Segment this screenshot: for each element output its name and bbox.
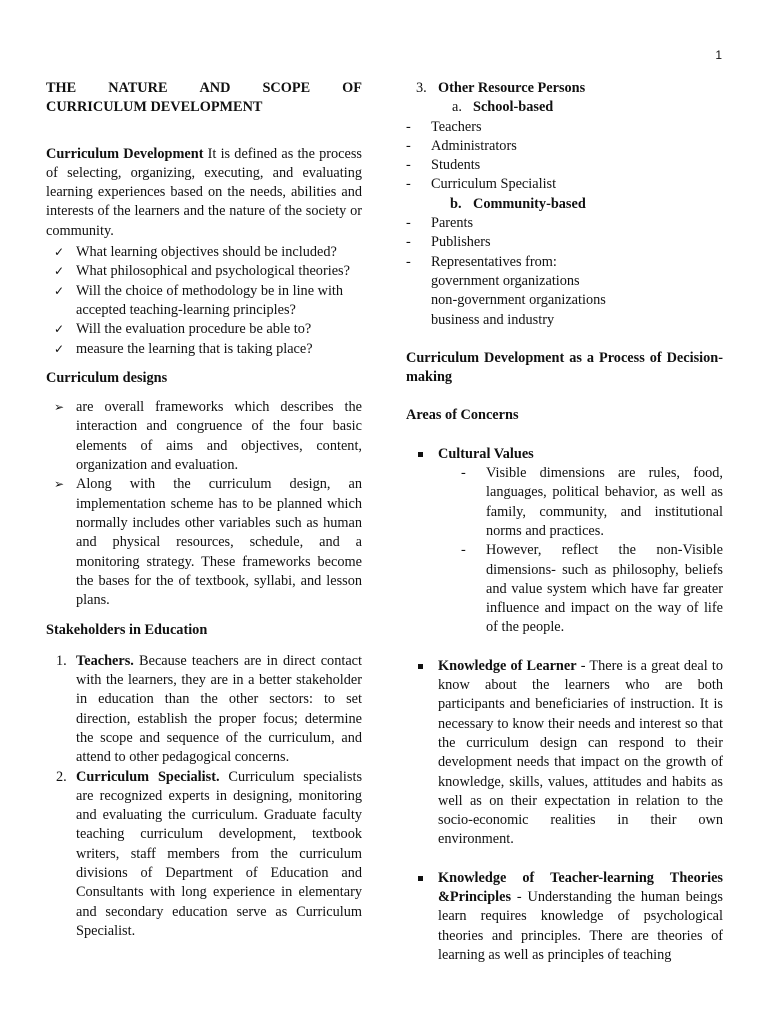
definition-paragraph: [46, 145, 362, 241]
school-based-list: [406, 118, 723, 195]
list-item-text: Will the choice of methodology be in line with accepted teaching-learning principles?: [76, 282, 344, 318]
title-word: SCOPE: [262, 80, 311, 96]
question-checklist: [46, 243, 362, 359]
document-title: [46, 79, 362, 118]
list-item: [46, 768, 362, 942]
stakeholder-term: Curriculum Specialist.: [76, 768, 220, 785]
list-item-text: Will the evaluation procedure be able to?: [76, 321, 312, 338]
checkmark-icon: ✓: [54, 264, 65, 279]
list-item-text: Teachers: [431, 118, 482, 135]
checkmark-icon: ✓: [54, 283, 65, 298]
list-item-text: Parents: [431, 215, 474, 232]
community-based-list: [406, 214, 723, 330]
checkmark-icon: ✓: [54, 245, 65, 260]
other-resource-label: Other Resource Persons: [438, 80, 586, 96]
list-item: - Curriculum Specialist: [406, 176, 557, 193]
title-word: THE: [46, 80, 77, 96]
concern-teacher-learning-theories: [406, 869, 723, 965]
list-item: - Administrators: [406, 137, 517, 154]
list-item: [46, 243, 362, 262]
arrow-bullet-icon: ➢: [54, 400, 65, 415]
process-heading: Curriculum Development as a Process of Decision-making: [406, 349, 723, 386]
concern-text: - There is a great deal to know about the learners who are both participants and beneficiaries of instruction. It is necessary to know their needs and interest so that the curriculum design can respond to their development needs that impact on the growth of knowledge, skills, values, attitudes and habits as well as on their expectation in relation to the socio-economic realities in their own environment.: [438, 657, 723, 848]
community-based-label: Community-based: [473, 195, 586, 212]
square-bullet-icon: [418, 664, 423, 669]
rep-line: business and industry: [431, 311, 555, 328]
left-column: [46, 79, 362, 941]
list-item: - Representatives from: government organizations non-government organizations business and industry: [406, 253, 723, 330]
concern-knowledge-of-learner: [406, 657, 723, 850]
checkmark-icon: ✓: [54, 322, 65, 337]
square-bullet-icon: [418, 876, 423, 881]
list-number: 1.: [56, 652, 67, 669]
title-line-2: CURRICULUM DEVELOPMENT: [46, 99, 263, 116]
list-item: [46, 652, 362, 768]
list-item-text: Publishers: [431, 234, 491, 251]
list-item: - Students: [406, 157, 481, 174]
list-item-text: Because teachers are in direct contact with the learners, they are in a better stakeholder in education than the other sectors: to set direction, establish the proper focus; determine the scope and sequence of the curriculum, and attend to other pedagogical concerns.: [76, 652, 362, 766]
list-item-text: However, reflect the non-Visible dimensions- such as philosophy, beliefs and value system which have far greater influence and impact on the way of life of the people.: [486, 542, 723, 636]
title-line-1: [46, 79, 362, 98]
concerns-heading: Areas of Concerns: [406, 407, 519, 424]
list-item: [46, 320, 362, 339]
stakeholders-heading: Stakeholders in Education: [46, 622, 208, 639]
concern-cultural-values: [406, 445, 723, 638]
list-item-text: are overall frameworks which describes the interaction and congruence of the four basic elements of aims and objectives, content, organization and evaluation.: [76, 399, 362, 474]
list-item-text: Along with the curriculum design, an implementation scheme has to be planned which normally includes other variables such as human and physical resources, schedule, and a monitoring strategy. These frameworks become the bases for the of textbook, syllabi, and lesson plans.: [76, 476, 362, 609]
list-item: [46, 340, 362, 359]
community-based: [406, 195, 723, 214]
concern-label: Cultural Values: [438, 445, 534, 462]
stakeholder-term: Teachers.: [76, 652, 134, 669]
designs-list: [46, 398, 362, 610]
other-resource-persons: [406, 79, 723, 98]
concerns-list: [406, 445, 723, 965]
square-bullet-icon: [418, 452, 423, 457]
list-item: [46, 398, 362, 475]
list-item-text: Representatives from:: [431, 253, 557, 270]
title-word: AND: [199, 80, 231, 96]
concern-text: - Understanding the human beings learn requires knowledge of psychological theories and principles. There are theories of learning as well as principles of teaching: [438, 888, 723, 963]
list-item: - However, reflect the non-Visible dimensions- such as philosophy, beliefs and value system which have far greater influence and impact on the way of life of the people.: [461, 542, 723, 636]
list-item-text: What philosophical and psychological theories?: [76, 263, 350, 280]
concern-label: Knowledge of Teacher-learning Theories &Principles: [438, 869, 723, 905]
list-item: - Teachers: [406, 118, 482, 135]
page-number: 1: [715, 48, 722, 62]
rep-line: government organizations: [431, 272, 580, 289]
title-word: NATURE: [108, 80, 168, 96]
list-item: [46, 282, 362, 321]
list-item-text: What learning objectives should be included?: [76, 244, 337, 261]
list-item: - Visible dimensions are rules, food, languages, political behavior, as well as family, community, and institutional norms and practices.: [461, 465, 723, 539]
definition-text: It is defined as the process of selecting, organizing, executing, and evaluating learning experiences based on the needs, abilities and interests of the learners and the nature of the society or community.: [46, 145, 362, 239]
school-based: [406, 98, 723, 117]
definition-term: Curriculum Development: [46, 145, 204, 162]
stakeholders-list: [46, 652, 362, 941]
list-item: - Parents: [406, 215, 474, 232]
rep-line: non-government organizations: [431, 292, 606, 309]
list-item: [46, 475, 362, 610]
list-item-text: Visible dimensions are rules, food, languages, political behavior, as well as family, community, and institutional norms and practices.: [486, 465, 723, 539]
list-letter: b.: [450, 195, 462, 212]
school-based-label: School-based: [473, 99, 554, 116]
arrow-bullet-icon: ➢: [54, 477, 65, 492]
right-column: [406, 79, 723, 965]
cultural-values-list: [438, 464, 723, 638]
list-letter: a.: [452, 99, 462, 116]
list-item: - Publishers: [406, 234, 491, 251]
list-number: 3.: [416, 80, 427, 96]
concern-label: Knowledge of Learner: [438, 657, 577, 674]
list-item-text: measure the learning that is taking place?: [76, 340, 313, 357]
list-item-text: Curriculum Specialist: [431, 176, 557, 193]
list-number: 2.: [56, 768, 67, 785]
designs-heading: Curriculum designs: [46, 369, 168, 386]
checkmark-icon: ✓: [54, 341, 65, 356]
list-item-text: Students: [431, 157, 481, 174]
list-item-text: Administrators: [431, 137, 517, 154]
list-item-text: Curriculum specialists are recognized experts in designing, monitoring and evaluating the curriculum. Graduate faculty teaching curriculum development, textbook writers, staff members from the curriculum divisions of Department of Education and Consultants with long experience in elementary and secondary education serve as Curriculum Specialist.: [76, 768, 363, 939]
title-word: OF: [342, 80, 362, 96]
list-item: [46, 262, 362, 281]
